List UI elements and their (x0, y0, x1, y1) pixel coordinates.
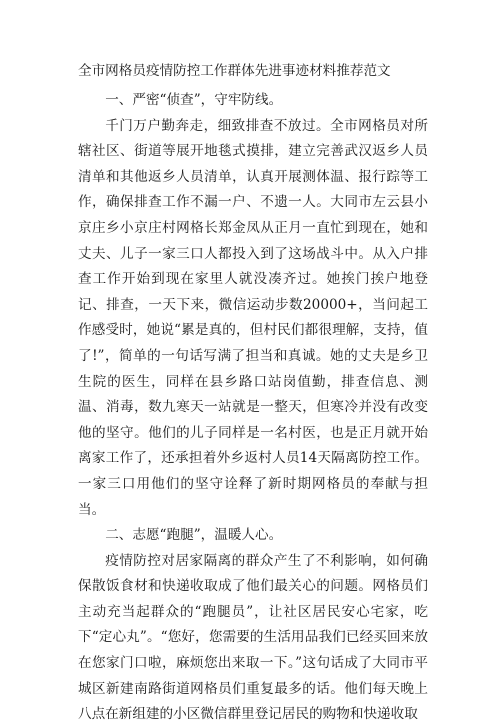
section-heading-2: 二、志愿“跑腿”，温暖人心。 (105, 527, 283, 544)
document-title: 全市网格员疫情防控工作群体先进事迹材料推荐范文 (78, 63, 391, 79)
section-heading-1: 一、严密“侦查”，守牢防线。 (105, 92, 283, 108)
body-paragraph-1: 千门万户勤奔走，细致排查不放过。全市网格员对所辖社区、街道等展开地毯式摸排，建立完善武汉返乡人员清单和其他返乡人员清单，认真开展测体温、报行踪等工作，确保排查工作不漏一户、不遗一人。大同市左云县小京庄乡小京庄村网格长郑金凤从正月一直忙到现在，她和丈夫、儿子一家三口人都投入到了这场战斗中。从入户排查工作开始到现在家里人就没凑齐过。她挨门挨户地登记、排查，一天下来，微信运动步数20000+，当问起工作感受时，她说“累是真的，但村民们都很理解，支持，值了!”，简单的一句话写满了担当和真诚。她的丈夫是乡卫生院的医生，同样在县乡路口站岗值勤，排查信息、测温、消毒，数九寒天一站就是一整天，但寒冷并没有改变他的坚守。他们的儿子同样是一名村医，也是正月就开始离家工作了，还承担着外乡返村人员14天隔离防控工作。一家三口用他们的坚守诠释了新时期网格员的奉献与担当。 (78, 117, 428, 518)
document-body (78, 88, 428, 728)
body-paragraph-2: 疫情防控对居家隔离的群众产生了不利影响，如何确保散饭食材和快递收取成了他们最关心的问题。网格员们主动充当起群众的“跑腿员”，让社区居民安心宅家，吃下“定心丸”。“您好，您需要的生活用品我们已经买回来放在您家门口啦，麻烦您出来取一下。”这句话成了大同市平城区新建南路街道网格员们重复最多的话。他们每天晚上八点在新组建的小区微信群里登记居民的购物和快递收取 (78, 552, 428, 723)
